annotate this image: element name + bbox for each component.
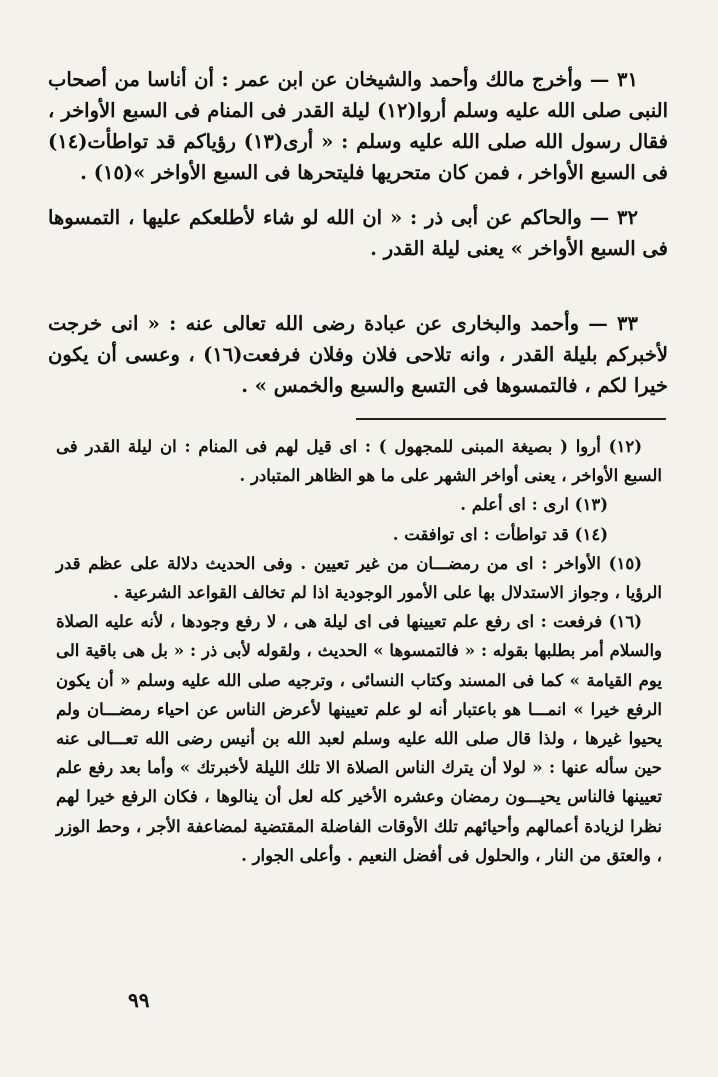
footnotes (56, 432, 662, 870)
footnote-12: (١٢) أروا ( بصيغة المبنى للمجهول ) : اى قيل لهم فى المنام : ان ليلة القدر فى السبع الأواخر ، يعنى أواخر الشهر على ما هو الظاهر المتبادر . (56, 437, 662, 486)
page-number: ٩٩ (128, 988, 150, 1012)
hadith-33: ٣٣ — وأحمد والبخارى عن عبادة رضى الله تعالى عنه : « انى خرجت لأخبركم بليلة القدر ، وانه تلاحى فلان وفلان فرفعت(١٦) ، وعسى أن يكون خيرا لكم ، فالتمسوها فى التسع والسبع والخمس » . (48, 312, 668, 397)
footnote-15: (١٥) الأواخر : اى من رمضـــان من غير تعيين . وفى الحديث دلالة على عظم قدر الرؤيا ، وجواز الاستدلال بها على الأمور الوجودية اذا لم تخالف القواعد الشرعية . (56, 553, 662, 603)
footnote-14: (١٤) قد تواطأت : اى توافقت . (392, 524, 608, 544)
hadith-32: ٣٢ — والحاكم عن أبى ذر : « ان الله لو شاء لأطلعكم عليها ، التمسوها فى السبع الأواخر » يعنى ليلة القدر . (48, 206, 668, 260)
footnote-16: (١٦) فرفعت : اى رفع علم تعيينها فى اى ليلة هى ، لا رفع وجودها ، لأنه عليه الصلاة والسلام أمر بطلبها بقوله : « فالتمسوها » الحديث ، ولقوله لأبى ذر : « بل هى باقية الى يوم القيامة » كما فى المسند وكتاب النسائى ، وترجيه صلى الله عليه وسلم « أن يكون الرفع خيرا » انمـــا هو باعتبار أنه لو علم تعيينها لأعرض الناس عن احياء رمضـــان ولم يحيوا غيرها ، ولذا قال صلى الله عليه وسلم لعبد الله بن أنيس رضى الله تعـــالى عنه حين سأله عنها : « لولا أن يترك الناس الصلاة الا تلك الليلة لأخبرتك » وأما بعد رفع علم تعيينها فالناس يحيـــون رمضان وعشره الأخير كله لعل أن ينالوها ، فكان الرفع خيرا لهم نظرا لزيادة أعمالهم وأحيائهم تلك الأوقات الفاضلة المقتضية لمضاعفة الأجر ، وحط الوزر ، والعتق من النار ، والحلول فى أفضل النعيم . وأعلى الجوار . (56, 612, 662, 865)
hadith-31: ٣١ — وأخرج مالك وأحمد والشيخان عن ابن عمر : أن أناسا من أصحاب النبى صلى الله عليه وسلم أروا(١٢) ليلة القدر فى المنام فى السبع الأواخر ، فقال رسول الله صلى الله عليه وسلم : « أرى(١٣) رؤياكم قد تواطأت(١٤) فى السبع الأواخر ، فمن كان متحريها فليتحرها فى السبع الأواخر »(١٥) . (48, 68, 669, 184)
footnote-separator (356, 418, 666, 420)
hadith-section (48, 64, 668, 401)
footnote-13: (١٣) ارى : اى أعلم . (460, 495, 608, 515)
